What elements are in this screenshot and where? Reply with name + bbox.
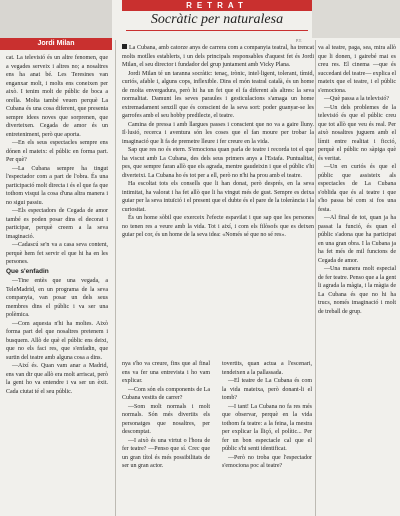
paragraph: Jordi Milan té un taranna socràtic: tenaç, irònic, intel·ligent, tolerant, tímid, curiós, afable i, alguns cops, inflexible. Dins el món teatral català, és un home de molta envergadura, però hi ha un fet que el fa diferent als altres: la seva normalitat. Damunt les seves paraules i gesticulacions s'amaga un home extremadament senzill que és conscient de la seva sort: poder guanyar-se les garrofes amb el seu hobby predilecte, el teatre. (122, 70, 314, 119)
bullet-square-icon (122, 44, 127, 49)
paragraph: Ha escoltat tots els consells que li han donat, però després, en la seva intimitat, ha valorat i ha fet allò que li ha vingut més de gust. Sempre es deixa guiar per la seva intuïció i el present que el dubte és el pare de la tolerància i la curiositat. (122, 181, 314, 213)
header-photo (0, 0, 112, 38)
paragraph: —Un en curiós és que el públic que assisteix als espectacles de La Cubana s'oblida que és al teatre i que s'ho passa bé com si fos una festa. (318, 164, 396, 213)
lead-paragraph: La Cubana, amb catorze anys de carrera com a companyia teatral, ha trencat molts motlles establerts, i un dels principals responsables d'aquest fet és Jordi Milan, el seu director i fundador del grup juntament amb Vicky Plana. (122, 45, 314, 68)
column-center-lower-left (122, 360, 210, 516)
column-left (6, 54, 108, 516)
paragraph: cat. La televisió és un altre fenomen, que a vegades serveix i altres no; a nosaltres ens ha anat bé. Les Teresines van enganxar molt, i molts ens coneixen per això. I tenim molt de públic de boca a orella. Molta també veuen perquè La Cubana és una cosa diferent, que presenta sempre idees noves que sorprenen, que diverteixen. Cegada de amor és un entreteniment, però que aporta. (6, 55, 108, 138)
column-divider (115, 40, 116, 516)
article-title: Socràtic per naturalesa (150, 12, 284, 27)
byline: Jordi Milan (0, 38, 112, 50)
paragraph: —Som molt normals i molt normals. Són més divertits els personatges que nosaltres, per descomptat. (122, 403, 210, 435)
paragraph: Camina de pressa i amb llargues passes i conscient que no va a gaire lluny. Il·lusió, recerca i aventura són les coses que el fan moure per trobar la imaginació que li fa de premetre lleure i fer creure en la vida. (122, 121, 314, 145)
paragraph: —Un dels problemes de la televisió és que el públic creu que tot allò que veu és real. Per això nosaltres juguem amb el límit entre realitat i ficció, perquè el públic no sàpiga què és veritat. (318, 104, 396, 162)
paragraph: —Com aquesta n'hi ha moltes. Això forma part del que nosaltres pretenem i busquem. Allò de què el públic ens deixi, que no els faci res, que s'enfadin, que surtin del teatre amb alguna cosa a dins. (6, 320, 108, 361)
paragraph: —Com són els components de La Cubana vestits de carrer? (122, 386, 210, 401)
paragraph: —Una manera molt especial de fer teatre. Penso que a la gent li agrada la màgia, i la màgia de La Cubana és que no hi ha trucs, només imaginació i molt de treball de grup. (318, 266, 396, 315)
section-banner: RETRAT (122, 0, 312, 11)
paragraph: —La Cubana sempre ha tingut l'espectador com a part de l'obra. És una participació molt directa i és el que fa que tothom visqui la cosa d'una altra manera i no sigui passiu. (6, 165, 108, 206)
paragraph: tovertits, quan actua a l'escenari, tendeixen a la pallassada. (222, 361, 312, 376)
paragraph: —Què passa a la televisió? (324, 96, 389, 102)
paragraph: —I tant! La Cubana no fa res més que observar, perquè en la vida tothom fa teatre: a la feina, la mestra per explicar la lliçó, el polític... Per fer un bon espectacle cal que el públic s'hi senti identificat. (222, 403, 312, 452)
paragraph: —En els seus espectacles sempre ens dónen el mateix: el públic en forma part. Per què? (6, 140, 108, 163)
paragraph: —Tine entès que una vegada, a TeleMadrid, en un programa de la seva companyia, van posar un dels seus membres dins el públic i va ser una polèmica. (6, 278, 108, 318)
paragraph: —Els espectadors de Cegada de amor també es poden posar dins el decorat i participar, perquè creem a la seva imaginació. (6, 208, 108, 240)
column-center-lower-right (222, 360, 312, 516)
paragraph: —Però no troba que l'espectador s'emociona poc al teatre? (222, 454, 312, 469)
paragraph: nya s'ho va creure, fins que al final ens va fer una entrevista i ho vam explicar. (122, 361, 210, 384)
subheading: Que s'enfadin (6, 267, 49, 275)
paragraph: És un home sòbil que exerceix l'efecte espavilat i que sap que les persones no tenen res a veure amb la vida. Tot i així, i com els filòsofs que es deixen guiar pel cor, és un home de la seva idea: «Només sé que no sé res». (122, 215, 314, 238)
paragraph: va al teatre, paga, sea, mira allò que li donen, i gairebé mai es creu res. El cinema —que és succedani del teatre— explica el mateix que el teatre, i el públic s'emociona. (318, 45, 396, 94)
paragraph: —Cadascú se'n va a casa seva content, perquè hem fet servir el que hi ha en les persones. (6, 242, 108, 265)
paragraph: —I això és una virtut o l'hora de fer teatre? —Penso que sí. Crec que un gran títol és més possibilitats de ser un gran actor. (122, 437, 210, 469)
paragraph: —El teatre de La Cubana és com la vida mateixa, però donant-li el tomb? (222, 378, 312, 401)
column-divider (315, 40, 316, 516)
header-photo-right (312, 0, 400, 38)
paragraph: Sap que res no és etern. S'emociona quan parla de teatre i recorda tot el que ha viscut amb La Cubana, des dels seus primers anys a l'Estafa. Puntualitat, pes, que sempre faran allò que els agrada, mentre gaudeixin i que el públic s'hi diverteixi. La Cubana ho és tot per a ell, però no n'hi ha prou amb el teatre. (122, 147, 314, 179)
paragraph: —Així és. Quan vam anar a Madrid, ens van dir que allò era molt arriscat, però la gent ho va entendre i va ser un èxit. Cada ciutat té el seu públic. (6, 363, 108, 395)
paragraph: —Al final de tot, quan ja ha passat la funció, és quan el públic s'adona que ha participat en una gran obra. I la Cubana ja ha fet més de mil funcions de Cegada de amor. (318, 215, 396, 264)
title-rule (126, 30, 308, 31)
column-right (318, 44, 396, 516)
photo-credit: P.T. (296, 38, 302, 43)
column-center (122, 44, 314, 334)
